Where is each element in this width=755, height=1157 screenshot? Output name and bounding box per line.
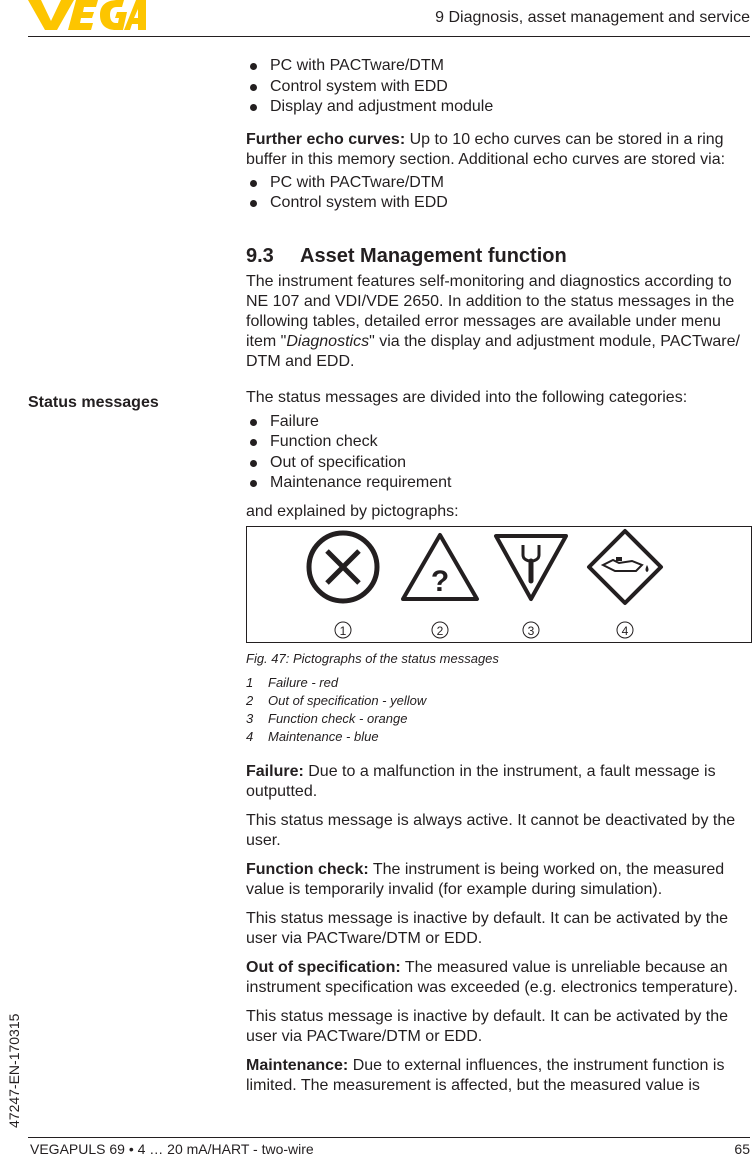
section-text-italic: Diagnostics <box>286 332 370 350</box>
echo-paragraph <box>246 130 752 170</box>
list-item: Display and adjustment module <box>246 97 752 118</box>
document-code <box>6 1014 22 1128</box>
svg-text:4: 4 <box>621 623 629 638</box>
legend-item <box>246 728 752 746</box>
svg-text:2: 2 <box>436 623 444 638</box>
section-title: Asset Management function <box>300 244 567 267</box>
function-check-note: This status message is inactive by default. It can be activated by the user via PACTware/DTM or EDD. <box>246 909 729 947</box>
marker-3 <box>523 622 539 638</box>
legend-number: 1 <box>246 674 254 690</box>
document-code-text: 47247-EN-170315 <box>6 1013 22 1128</box>
header-title: 9 Diagnosis, asset management and service <box>435 9 750 26</box>
header-divider <box>28 36 750 37</box>
page-number: 65 <box>734 1141 750 1157</box>
legend-item <box>246 710 752 728</box>
side-label-status-messages: Status messages <box>28 394 159 411</box>
legend-item <box>246 692 752 710</box>
failure-icon <box>309 533 377 601</box>
failure-note: This status message is always active. It cannot be deactivated by the user. <box>246 811 736 849</box>
out-of-spec-paragraph <box>246 958 752 998</box>
legend-number: 3 <box>246 710 254 726</box>
figure-caption: Fig. 47: Pictographs of the status messages <box>246 650 499 666</box>
status-intro: The status messages are divided into the following categories: <box>246 388 688 406</box>
footer-divider <box>28 1137 750 1138</box>
legend-item <box>246 674 752 692</box>
out-of-spec-label: Out of specification: <box>246 958 401 976</box>
list-item: Control system with EDD <box>246 193 752 214</box>
list-item: Failure <box>246 412 752 433</box>
pictograph-intro: and explained by pictographs: <box>246 502 459 520</box>
out-of-spec-note: This status message is inactive by default. It can be activated by the user via PACTware/DTM or EDD. <box>246 1007 729 1045</box>
vega-logo <box>28 0 146 30</box>
section-text-b: " via the display and adjustment module, PACTware/ DTM and EDD. <box>246 332 740 370</box>
maintenance-text: Due to external influences, the instrument function is limited. The measurement is affected, but the measured value is <box>246 1056 725 1094</box>
function-check-text: The instrument is being worked on, the measured value is temporarily invalid (for example during simulation). <box>246 860 725 898</box>
list-item: PC with PACTware/DTM <box>246 56 752 77</box>
maintenance-label: Maintenance: <box>246 1056 349 1074</box>
legend-text: Maintenance - blue <box>268 728 379 744</box>
section-heading <box>246 244 752 268</box>
marker-2 <box>432 622 448 638</box>
function-check-paragraph <box>246 860 752 900</box>
legend-number: 4 <box>246 728 254 744</box>
section-text-a: The instrument features self-monitoring and diagnostics according to NE 107 and VDI/VDE 2650. In addition to the status messages in the following tables, detailed error messages are available under menu item " <box>246 272 735 350</box>
failure-text: Due to a malfunction in the instrument, a fault message is outputted. <box>246 762 716 800</box>
echo-list <box>246 173 752 214</box>
main-content <box>246 56 752 1096</box>
legend-text: Failure - red <box>268 674 339 690</box>
out-of-spec-text: The measured value is unreliable because an instrument specification was exceeded (e.g. electronics temperature). <box>246 958 738 996</box>
legend-number: 2 <box>246 692 254 708</box>
failure-label: Failure: <box>246 762 304 780</box>
maintenance-icon <box>589 531 661 603</box>
function-check-label: Function check: <box>246 860 369 878</box>
list-item: Control system with EDD <box>246 77 752 98</box>
echo-text: Up to 10 echo curves can be stored in a ring buffer in this memory section. Additional echo curves are stored via: <box>246 130 726 168</box>
svg-text:?: ? <box>430 564 450 598</box>
section-paragraph <box>246 272 752 372</box>
pictograph-figure <box>246 526 752 643</box>
failure-paragraph <box>246 762 752 802</box>
list-item: Function check <box>246 432 752 453</box>
echo-label: Further echo curves: <box>246 130 406 148</box>
marker-4 <box>617 622 633 638</box>
list-item: PC with PACTware/DTM <box>246 173 752 194</box>
svg-text:1: 1 <box>339 623 347 638</box>
marker-1 <box>335 622 351 638</box>
out-of-specification-icon <box>403 535 477 599</box>
footer-document-title: VEGAPULS 69 • 4 … 20 mA/HART - two-wire <box>30 1141 314 1157</box>
category-list <box>246 412 752 494</box>
function-check-icon <box>496 536 566 599</box>
legend-text: Out of specification - yellow <box>268 692 427 708</box>
maintenance-paragraph <box>246 1056 752 1096</box>
section-number: 9.3 <box>246 244 274 267</box>
source-list <box>246 56 752 118</box>
svg-text:3: 3 <box>527 623 535 638</box>
figure-legend <box>246 674 752 746</box>
list-item: Out of specification <box>246 453 752 474</box>
list-item: Maintenance requirement <box>246 473 752 494</box>
legend-text: Function check - orange <box>268 710 408 726</box>
